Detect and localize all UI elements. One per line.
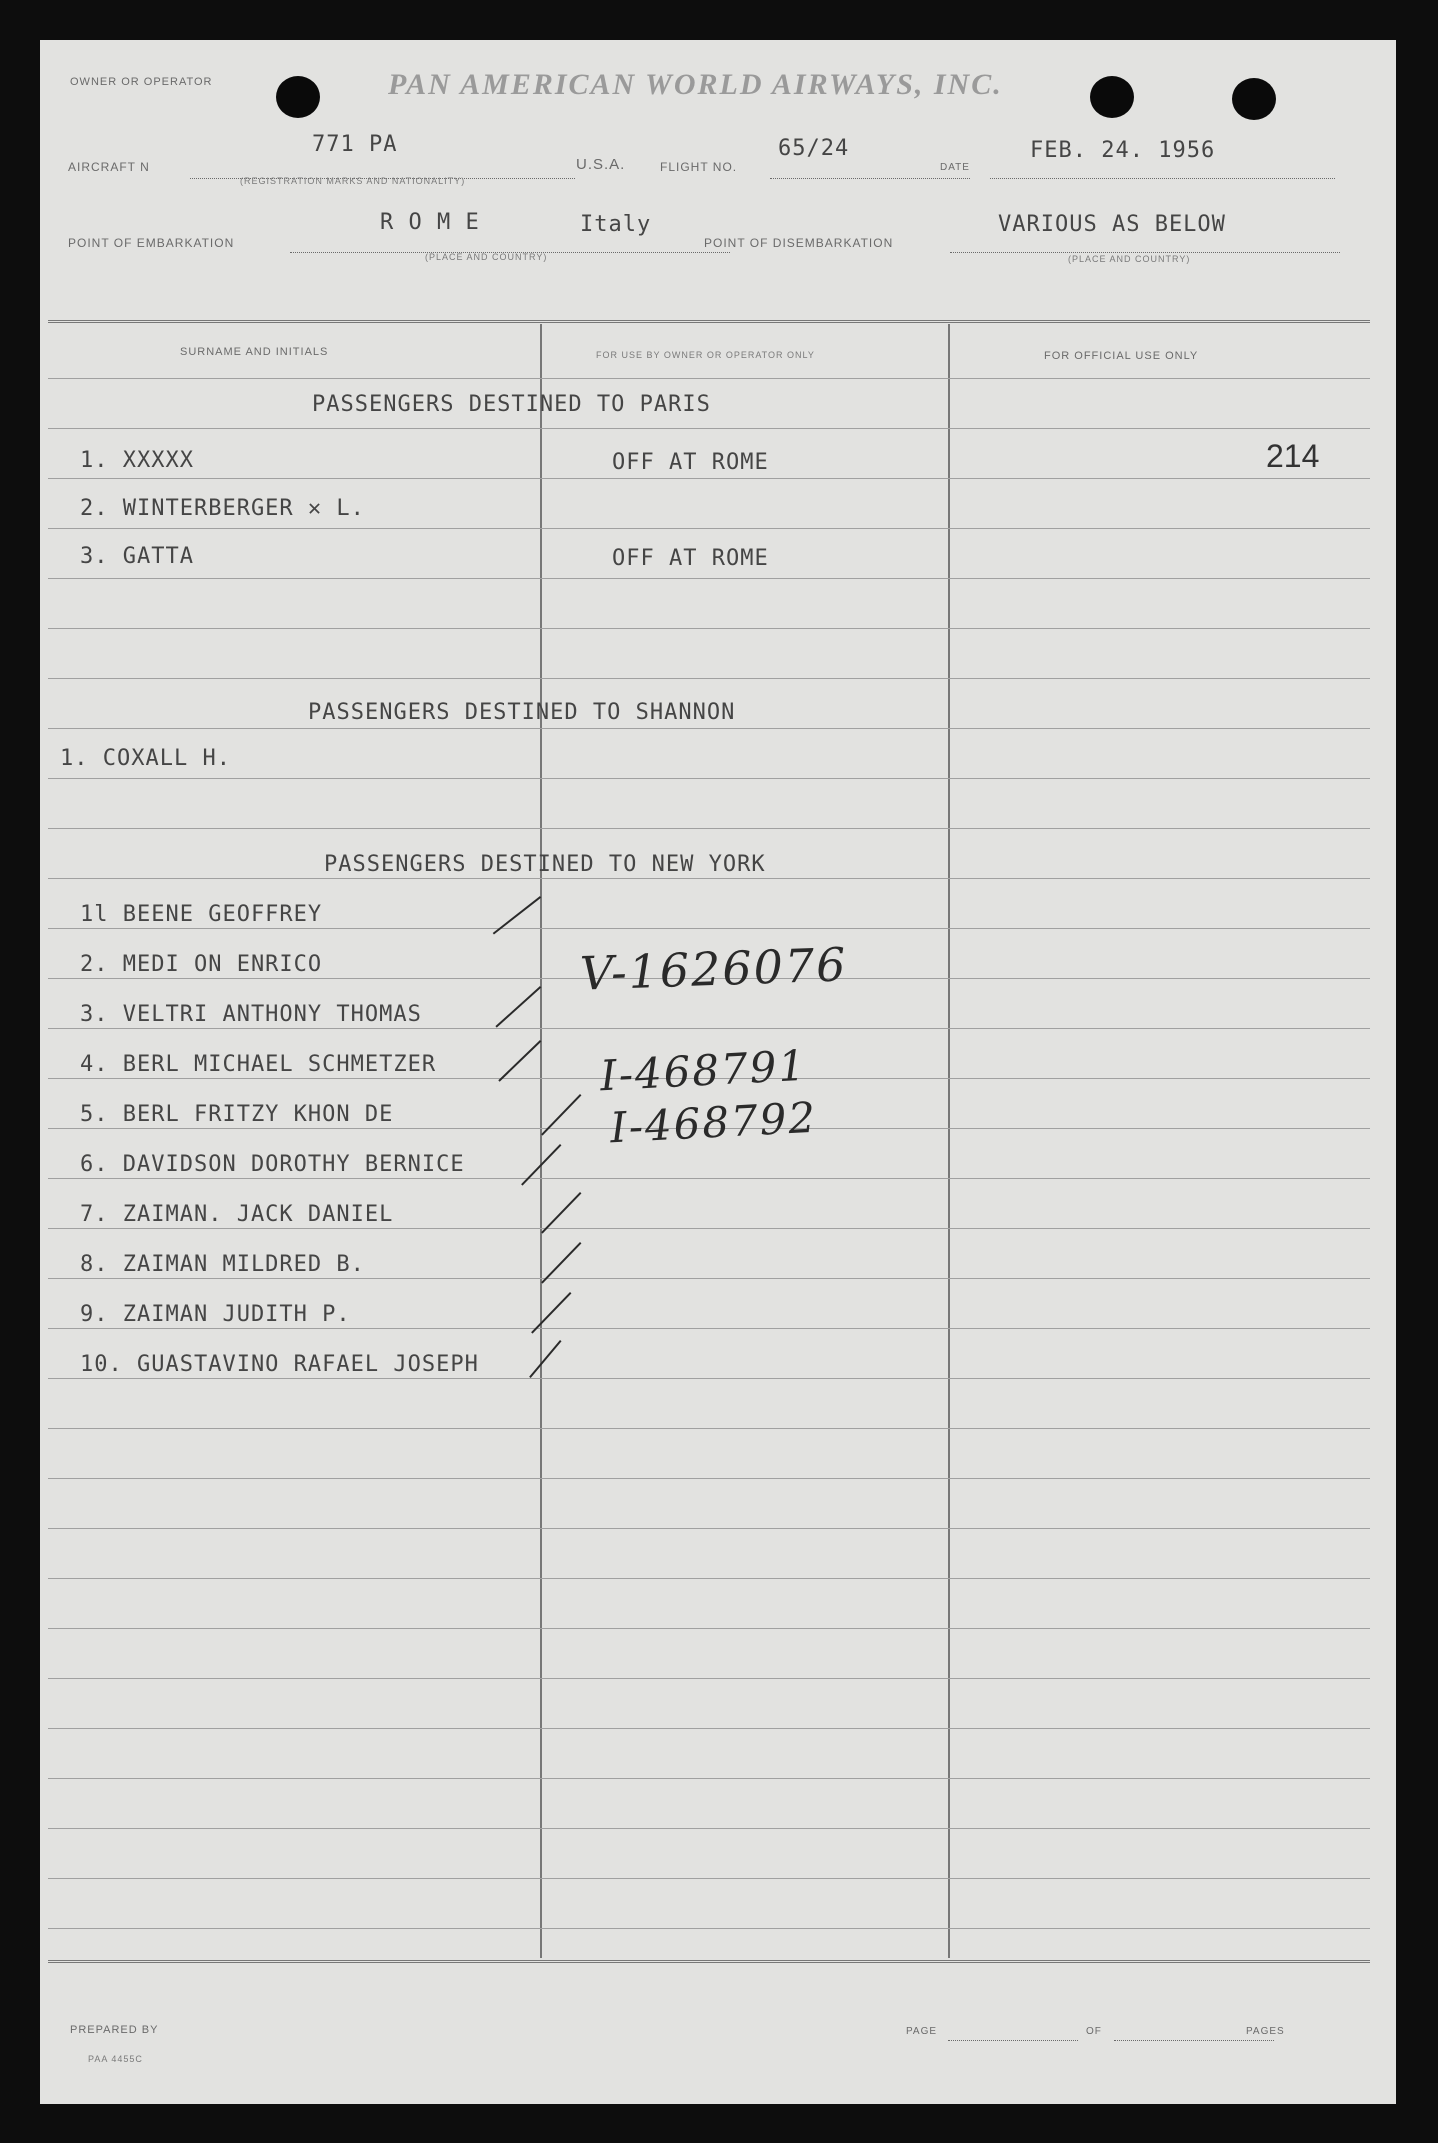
- row-rule: [48, 1578, 1370, 1579]
- paris-passenger-3: 3. GATTA: [80, 544, 194, 569]
- passenger-row: 6. DAVIDSON DOROTHY BERNICE: [80, 1152, 465, 1177]
- embarkation-place: R O M E: [380, 210, 480, 235]
- row-rule: [48, 1478, 1370, 1479]
- row-rule: [48, 1928, 1370, 1929]
- column-header-owner-use: FOR USE BY OWNER OR OPERATOR ONLY: [596, 350, 815, 360]
- punch-hole: [1090, 76, 1134, 118]
- disembarkation-value: VARIOUS AS BELOW: [998, 212, 1226, 237]
- section-heading-newyork: PASSENGERS DESTINED TO NEW YORK: [324, 852, 766, 877]
- passenger-row: 2. MEDI ON ENRICO: [80, 952, 323, 977]
- column-divider: [948, 324, 950, 1958]
- passenger-row: 10. GUASTAVINO RAFAEL JOSEPH: [80, 1352, 479, 1377]
- passenger-row: 7. ZAIMAN. JACK DANIEL: [80, 1202, 394, 1227]
- of-label: OF: [1086, 2026, 1102, 2037]
- paris-passenger-1: 1. XXXXX: [80, 448, 194, 473]
- check-mark: [495, 986, 541, 1028]
- company-title: PAN AMERICAN WORLD AIRWAYS, INC.: [388, 68, 1003, 101]
- place-country-caption: (PLACE AND COUNTRY): [425, 252, 548, 262]
- check-mark: [541, 1094, 581, 1136]
- page-label: PAGE: [906, 2026, 938, 2037]
- passenger-row: 8. ZAIMAN MILDRED B.: [80, 1252, 365, 1277]
- paris-passenger-1-note: OFF AT ROME: [612, 450, 769, 475]
- row-rule: [48, 728, 1370, 729]
- row-rule: [48, 428, 1370, 429]
- passenger-row: 3. VELTRI ANTHONY THOMAS: [80, 1002, 422, 1027]
- handwritten-note: I-468791: [598, 1040, 809, 1101]
- row-rule: [48, 378, 1370, 379]
- manifest-sheet: [40, 40, 1396, 2104]
- disembarkation-label: POINT OF DISEMBARKATION: [704, 236, 894, 250]
- row-rule: [48, 1678, 1370, 1679]
- row-rule: [48, 528, 1370, 529]
- paris-passenger-2: 2. WINTERBERGER ✕ L.: [80, 496, 365, 521]
- row-rule: [48, 1378, 1370, 1379]
- table-top-rule: [48, 320, 1370, 323]
- punch-hole: [276, 76, 320, 118]
- date-label: DATE: [940, 162, 970, 173]
- check-mark: [498, 1040, 541, 1082]
- handwritten-note: V-1626076: [579, 937, 849, 1001]
- row-rule: [48, 1028, 1370, 1029]
- embarkation-country: Italy: [580, 212, 652, 237]
- flight-value: 65/24: [778, 136, 850, 161]
- row-rule: [48, 678, 1370, 679]
- passenger-row: 1l BEENE GEOFFREY: [80, 902, 323, 927]
- registration-caption: (REGISTRATION MARKS AND NATIONALITY): [240, 176, 466, 186]
- row-rule: [48, 578, 1370, 579]
- flight-label: FLIGHT NO.: [660, 160, 738, 174]
- row-rule: [48, 1278, 1370, 1279]
- column-header-official-use: FOR OFFICIAL USE ONLY: [1044, 350, 1199, 362]
- row-rule: [48, 878, 1370, 879]
- shannon-passenger-1: 1. COXALL H.: [60, 746, 231, 771]
- usa-label: U.S.A.: [576, 156, 626, 173]
- form-code: PAA 4455C: [88, 2054, 143, 2064]
- paris-passenger-1-official: 214: [1266, 438, 1320, 474]
- row-rule: [48, 928, 1370, 929]
- aircraft-value: 771 PA: [312, 132, 398, 157]
- row-rule: [48, 1878, 1370, 1879]
- row-rule: [48, 1628, 1370, 1629]
- row-rule: [48, 1228, 1370, 1229]
- column-divider: [540, 324, 542, 1958]
- owner-operator-label: OWNER OR OPERATOR: [70, 76, 213, 88]
- row-rule: [48, 778, 1370, 779]
- row-rule: [48, 828, 1370, 829]
- check-mark: [529, 1340, 561, 1378]
- row-rule: [48, 1528, 1370, 1529]
- row-rule: [48, 1728, 1370, 1729]
- passenger-row: 5. BERL FRITZY KHON DE: [80, 1102, 394, 1127]
- column-header-surname: SURNAME AND INITIALS: [180, 346, 329, 358]
- punch-hole: [1232, 78, 1276, 120]
- paris-passenger-3-note: OFF AT ROME: [612, 546, 769, 571]
- aircraft-label: AIRCRAFT N: [68, 160, 150, 174]
- row-rule: [48, 1328, 1370, 1329]
- section-heading-paris: PASSENGERS DESTINED TO PARIS: [312, 392, 711, 417]
- prepared-by-label: PREPARED BY: [70, 2024, 159, 2036]
- table-bottom-rule: [48, 1960, 1370, 1963]
- section-heading-shannon: PASSENGERS DESTINED TO SHANNON: [308, 700, 736, 725]
- passenger-row: 4. BERL MICHAEL SCHMETZER: [80, 1052, 437, 1077]
- row-rule: [48, 1178, 1370, 1179]
- pages-label: PAGES: [1246, 2026, 1285, 2037]
- row-rule: [48, 478, 1370, 479]
- embarkation-label: POINT OF EMBARKATION: [68, 236, 235, 250]
- row-rule: [48, 1428, 1370, 1429]
- date-value: FEB. 24. 1956: [1030, 138, 1216, 163]
- row-rule: [48, 1778, 1370, 1779]
- row-rule: [48, 628, 1370, 629]
- place-country-caption-2: (PLACE AND COUNTRY): [1068, 254, 1191, 264]
- passenger-row: 9. ZAIMAN JUDITH P.: [80, 1302, 351, 1327]
- handwritten-note: I-468792: [608, 1092, 819, 1153]
- row-rule: [48, 1828, 1370, 1829]
